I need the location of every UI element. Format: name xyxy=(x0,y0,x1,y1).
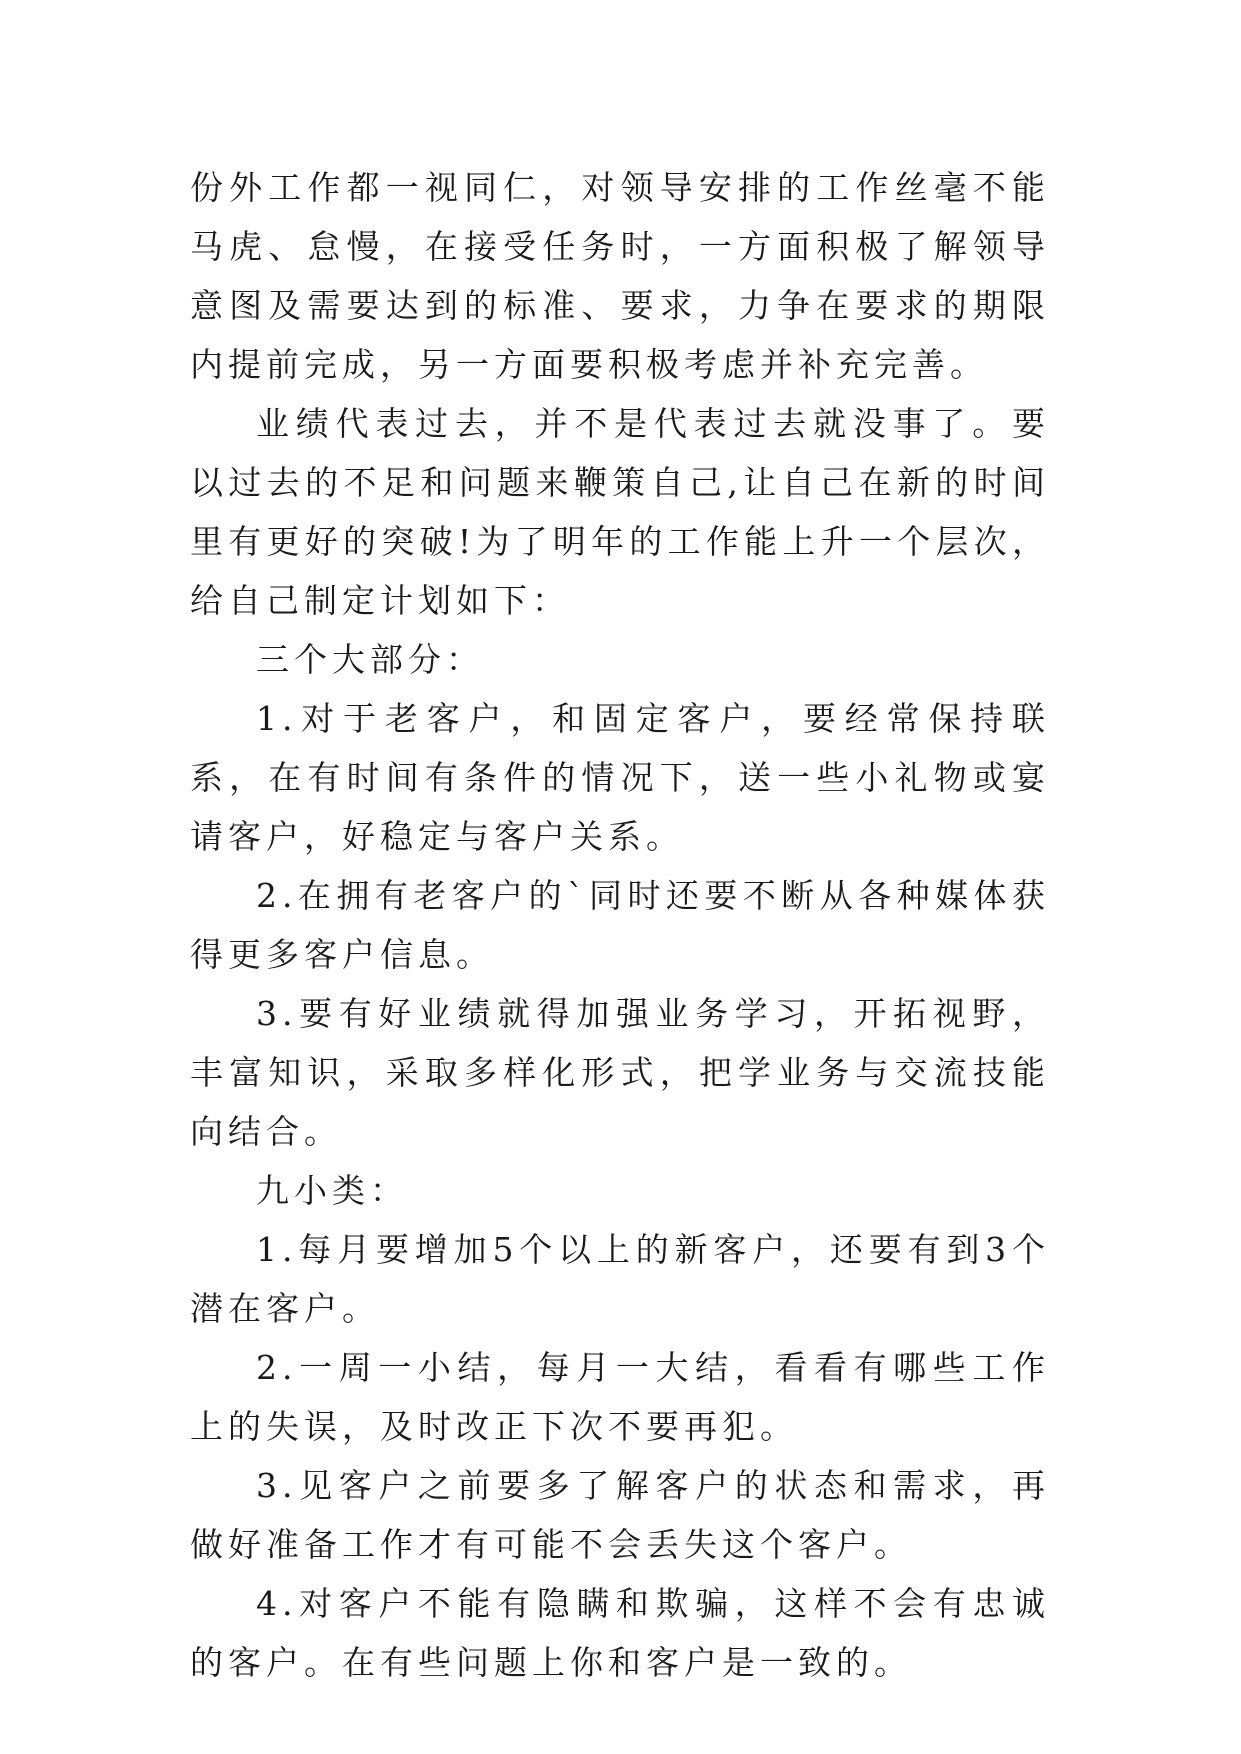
list-item-part-3: 3.要有好业绩就得加强业务学习，开拓视野，丰富知识，采取多样化形式，把学业务与交流技能向结合。 xyxy=(190,994,1050,1151)
paragraph-performance: 业绩代表过去，并不是代表过去就没事了。要以过去的不足和问题来鞭策自己,让自己在新的时间里有更好的突破!为了明年的工作能上升一个层次，给自己制定计划如下： xyxy=(190,404,1050,620)
heading-nine-categories: 九小类： xyxy=(256,1171,408,1210)
list-item-category-3: 3.见客户之前要多了解客户的状态和需求，再做好准备工作才有可能不会丢失这个客户。 xyxy=(190,1466,1050,1564)
list-item-part-1: 1.对于老客户，和固定客户，要经常保持联系，在有时间有条件的情况下，送一些小礼物或宴请客户，好稳定与客户关系。 xyxy=(190,699,1050,856)
list-item-category-4: 4.对客户不能有隐瞒和欺骗，这样不会有忠诚的客户。在有些问题上你和客户是一致的。 xyxy=(190,1584,1050,1682)
document-body xyxy=(190,158,1050,1692)
list-item-category-1: 1.每月要增加5个以上的新客户，还要有到3个潜在客户。 xyxy=(190,1230,1050,1328)
list-item-category-2: 2.一周一小结，每月一大结，看看有哪些工作上的失误，及时改正下次不要再犯。 xyxy=(190,1348,1050,1446)
list-item-part-2: 2.在拥有老客户的`同时还要不断从各种媒体获得更多客户信息。 xyxy=(190,876,1050,974)
paragraph-continuation: 份外工作都一视同仁，对领导安排的工作丝毫不能马虎、怠慢，在接受任务时，一方面积极了解领导意图及需要达到的标准、要求，力争在要求的期限内提前完成，另一方面要积极考虑并补充完善。 xyxy=(190,168,1050,384)
heading-three-parts: 三个大部分： xyxy=(256,640,484,679)
